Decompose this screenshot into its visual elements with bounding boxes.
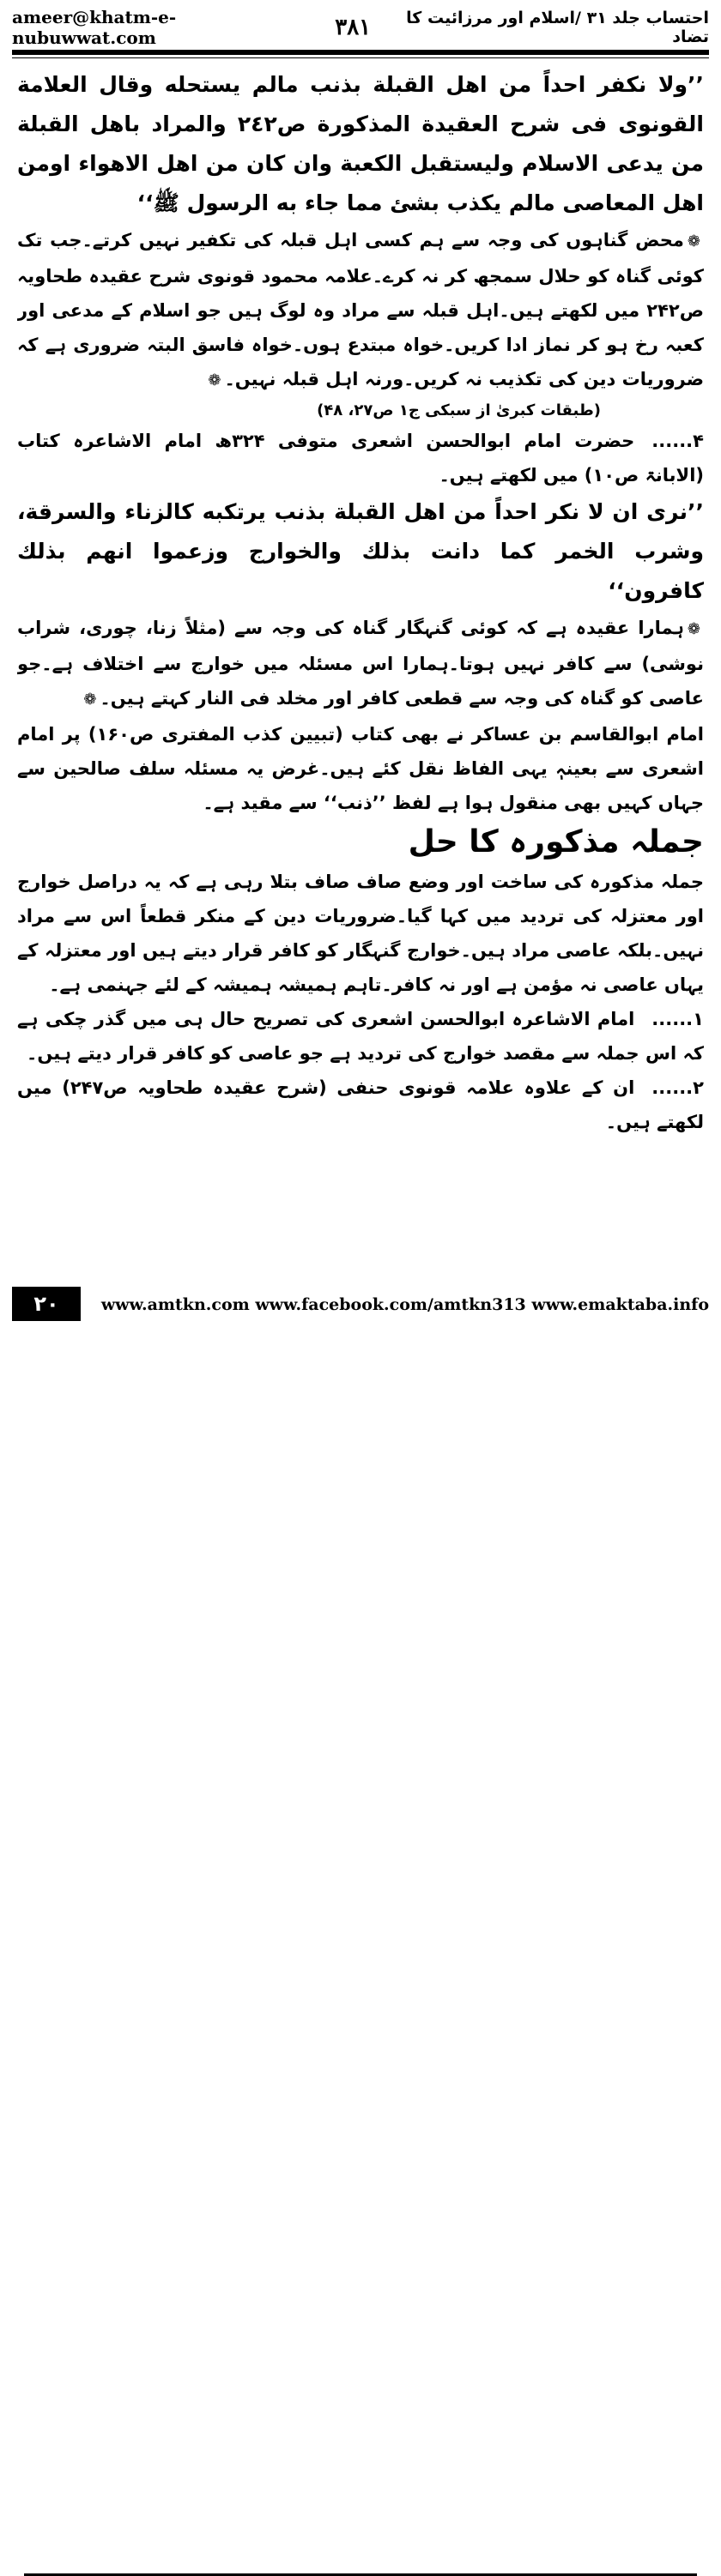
running-title: احتساب جلد ۳۱ /اسلام اور مرزائیت کا تضاد — [406, 9, 709, 46]
header-email[interactable]: ameer@khatm-e-nubuwwat.com — [12, 7, 177, 48]
header-rule-thin — [12, 57, 709, 58]
arabic-quote-1: ’’ولا نکفر احداً من اهل القبلة بذنب مالم یستحله وقال العلامة القونوی فی شرح العقیدة المذکورة ص۲٤۲ والمراد باهل القبلة من یدعی الاسلام ولیستقبل الکعبة وان کان من اهل الاهواء اومن اهل المعاصی مالم یکذب بشئ مما جاء به الرسول ﷺ‘‘ — [17, 72, 704, 215]
section-heading: جملہ مذکورہ کا حل — [408, 824, 704, 860]
item-1-text: امام الاشاعرہ ابوالحسن اشعری کی تصریح حال ہی میں گذر چکی ہے کہ اس جملہ سے مقصد خوارج کی تردید ہے جو عاصی کو کافر قرار دیتے ہیں۔ — [17, 1009, 704, 1064]
page-header — [12, 7, 709, 48]
paragraph-ibn-asakir: امام ابوالقاسم بن عساکر نے بھی کتاب (تبیین کذب المفتری ص۱۶۰) پر امام اشعری سے بعینہٖ یہی الفاظ نقل کئے ہیں۔غرض یہ مسئلہ سلف صالحین سے جہاں کہیں بھی منقول ہوا ہے لفظ ’’ذنب‘‘ سے مقید ہے۔ — [17, 724, 704, 813]
flower-ornament-icon: ❁ — [687, 232, 700, 250]
item-4-intro: حضرت امام ابوالحسن اشعری متوفی ۳۲۴ھ امام الاشاعرہ کتاب (الابانۃ ص۱۰) میں لکھتے ہیں۔ — [17, 431, 704, 486]
header-page-number: ۳۸۱ — [335, 15, 372, 40]
header-rule-thick — [12, 50, 709, 55]
header-left — [12, 7, 371, 48]
page-content — [17, 65, 704, 1249]
footer-links[interactable]: www.amtkn.com www.facebook.com/amtkn313 www.emaktaba.info — [100, 1295, 709, 1314]
page-footer — [12, 1287, 709, 1321]
flower-ornament-icon: ❁ — [83, 691, 97, 709]
item-1-number: ۱...... — [651, 1009, 704, 1029]
urdu-translation-1 — [17, 223, 704, 398]
item-2 — [17, 1071, 704, 1139]
urdu-translation-1-text: محض گناہوں کی وجہ سے ہم کسی اہل قبلہ کی تکفیر نہیں کرتے۔جب تک کوئی گناہ کو حلال سمجھ کر نہ کرے۔علامہ محمود قونوی شرح عقیدہ طحاویہ ص۲۴۲ میں لکھتے ہیں۔اہل قبلہ سے مراد وہ لوگ ہیں جو اسلام کے مدعی اور کعبہ رخ ہو کر نماز ادا کریں۔خواہ مبتدع ہوں۔خواہ فاسق البتہ ضروری ہے کہ ضروریات دین کی تکذیب نہ کریں۔ورنہ اہل قبلہ نہیں۔ — [17, 230, 704, 389]
item-2-number: ۲...... — [651, 1077, 704, 1098]
urdu-translation-2-text: ہمارا عقیدہ ہے کہ کوئی گنہگار گناہ کی وجہ سے (مثلاً زنا، چوری، شراب نوشی) سے کافر نہیں ہوتا۔ہمارا اس مسئلہ میں خوارج سے اختلاف ہے۔جو عاصی کو گناہ کی وجہ سے قطعی کافر اور مخلد فی النار کہتے ہیں۔ — [17, 618, 704, 709]
flower-ornament-icon: ❁ — [208, 371, 221, 389]
footer-page-number: ۲۰ — [12, 1287, 81, 1321]
item-1 — [17, 1002, 704, 1071]
citation-tabaqat: (طبقات کبریٰ از سبکی ج۱ ص۲۷، ۴۸) — [317, 401, 601, 419]
item-4-number: ۴...... — [651, 431, 704, 451]
paragraph-jumla: جملہ مذکورہ کی ساخت اور وضع صاف صاف بتلا رہی ہے کہ یہ دراصل خوارج اور معتزلہ کی تردید میں کہا گیا۔ضروریات دین کے منکر قطعاً اس سے مراد نہیں۔بلکہ عاصی مراد ہیں۔خوارج گنہگار کو کافر قرار دیتے ہیں اور معتزلہ کے یہاں عاصی نہ مؤمن ہے اور نہ کافر۔تاہم ہمیشہ ہمیشہ کے لئے جہنمی ہے۔ — [17, 872, 704, 995]
flower-ornament-icon: ❁ — [687, 620, 700, 638]
urdu-translation-2 — [17, 611, 704, 717]
item-4 — [17, 424, 704, 492]
arabic-quote-2: ’’نری ان لا نکر احداً من اهل القبلة بذنب یرتکبه کالزناء والسرقة، وشرب الخمر کما دانت بذلك والخوارج وزعموا انهم بذلك کافرون‘‘ — [17, 499, 704, 603]
item-2-text: ان کے علاوہ علامہ قونوی حنفی (شرح عقیدہ طحاویہ ص۲۴۷) میں لکھتے ہیں۔ — [17, 1077, 704, 1132]
